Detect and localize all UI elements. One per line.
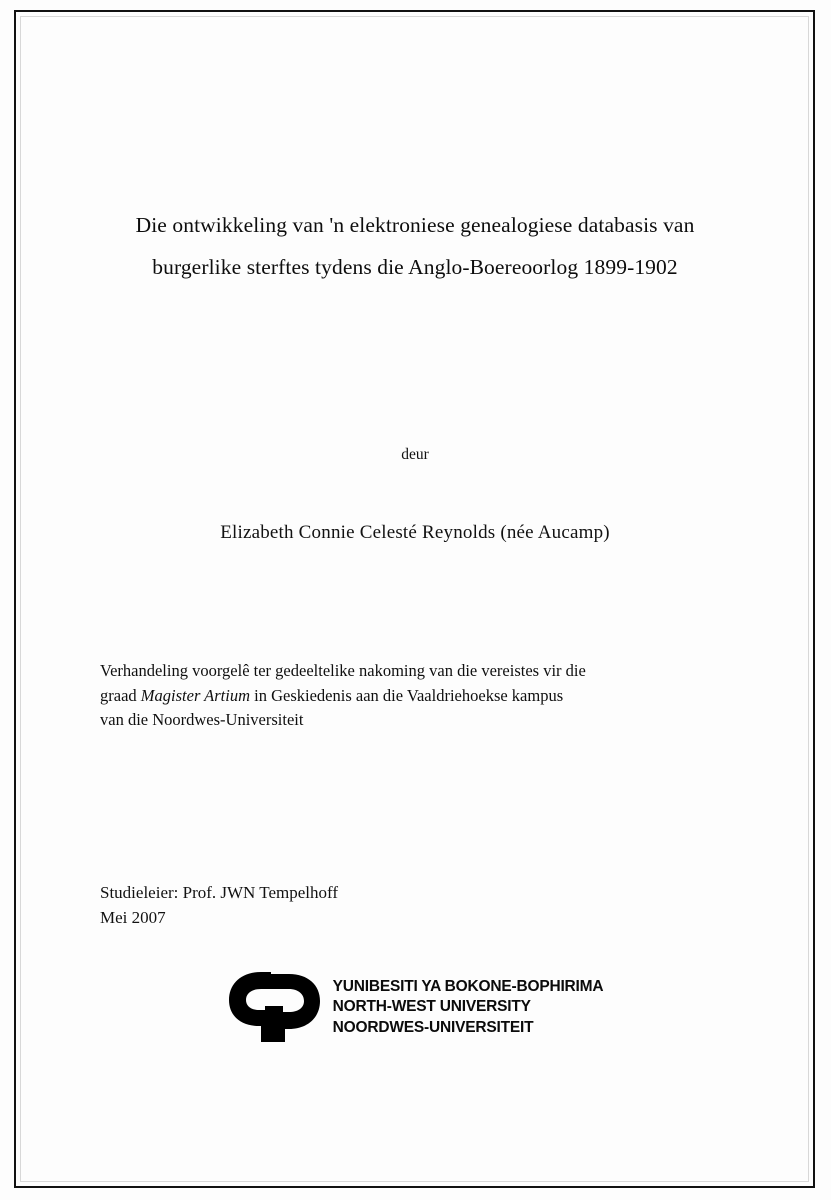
- logo-text-line-3: NOORDWES-UNIVERSITEIT: [332, 1018, 534, 1036]
- supervisor-line: Studieleier: Prof. JWN Tempelhoff: [100, 883, 339, 903]
- university-logo-text: [333, 977, 604, 1038]
- date-line: Mei 2007: [100, 907, 166, 927]
- university-logo: [100, 970, 730, 1044]
- degree-statement: [100, 659, 730, 733]
- nwu-emblem-icon: [227, 970, 323, 1044]
- logo-text-line-2: NORTH-WEST UNIVERSITY: [332, 998, 531, 1016]
- title-page-content: [100, 40, 730, 1160]
- byline-label: deur: [401, 445, 429, 463]
- degree-statement-line-2: [100, 684, 730, 709]
- title-line-1: Die ontwikkeling van 'n elektroniese genealogiese databasis van: [135, 213, 695, 237]
- degree-statement-line-2-pre: graad: [100, 685, 141, 705]
- supervisor-block: [100, 881, 730, 930]
- page-title: [100, 205, 730, 289]
- degree-statement-line-3: van die Noordwes-Universiteit: [100, 710, 304, 730]
- logo-text-line-1: YUNIBESITI YA BOKONE-BOPHIRIMA: [332, 977, 604, 995]
- title-line-2: burgerlike sterftes tydens die Anglo-Boereoorlog 1899-1902: [152, 254, 678, 279]
- degree-statement-line-2-post: in Geskiedenis aan die Vaaldriehoekse kampus: [250, 685, 564, 705]
- degree-name-italic: Magister Artium: [140, 685, 251, 705]
- degree-statement-line-1: Verhandeling voorgelê ter gedeeltelike nakoming van die vereistes vir die: [100, 660, 586, 680]
- author-name: Elizabeth Connie Celesté Reynolds (née Aucamp): [220, 521, 610, 543]
